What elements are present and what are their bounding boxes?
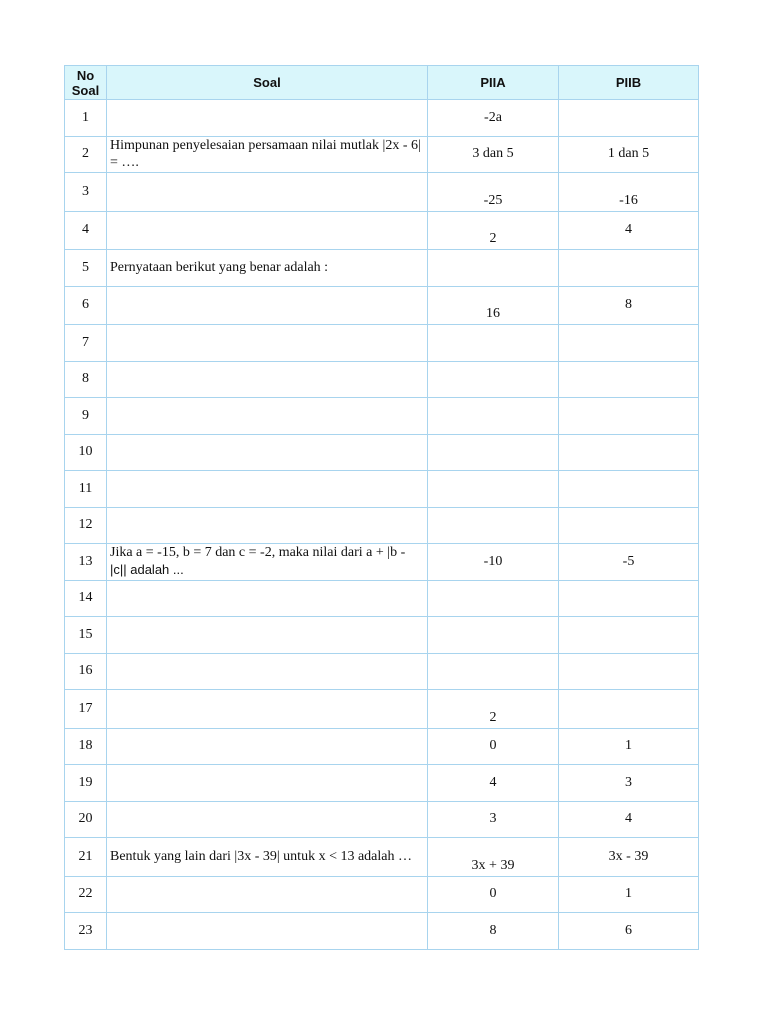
piia-answer: -2a <box>428 100 559 137</box>
row-number: 4 <box>65 211 107 250</box>
table-row <box>65 361 699 398</box>
row-number: 7 <box>65 325 107 362</box>
piib-answer <box>559 250 699 287</box>
table-row <box>65 471 699 508</box>
header-row <box>65 66 699 100</box>
piib-answer: 6 <box>559 913 699 950</box>
piib-answer: 1 dan 5 <box>559 136 699 173</box>
table-row <box>65 286 699 325</box>
piia-answer <box>428 617 559 654</box>
question-cell <box>107 100 428 137</box>
question-cell <box>107 211 428 250</box>
row-number: 1 <box>65 100 107 137</box>
piia-answer: 2 <box>428 211 559 250</box>
piia-answer: 0 <box>428 876 559 913</box>
header-piia: PIIA <box>428 66 559 100</box>
table-row <box>65 211 699 250</box>
row-number: 11 <box>65 471 107 508</box>
question-cell: Pernyataan berikut yang benar adalah : <box>107 250 428 287</box>
table-row <box>65 136 699 173</box>
piib-answer: 1 <box>559 728 699 765</box>
piib-answer <box>559 617 699 654</box>
question-text-sans: |c|| adalah ... <box>110 562 184 578</box>
row-number: 13 <box>65 544 107 581</box>
piia-answer: 2 <box>428 690 559 729</box>
row-number: 15 <box>65 617 107 654</box>
row-number: 3 <box>65 173 107 212</box>
piia-answer: -25 <box>428 173 559 212</box>
piia-answer <box>428 471 559 508</box>
piia-answer <box>428 434 559 471</box>
question-cell <box>107 580 428 617</box>
piib-answer <box>559 507 699 544</box>
piia-answer <box>428 398 559 435</box>
piib-answer <box>559 398 699 435</box>
piib-answer <box>559 690 699 729</box>
answer-table <box>64 65 699 950</box>
piia-answer: 8 <box>428 913 559 950</box>
table-row <box>65 507 699 544</box>
table-row <box>65 801 699 838</box>
table-row <box>65 913 699 950</box>
row-number: 23 <box>65 913 107 950</box>
question-cell <box>107 913 428 950</box>
piib-answer <box>559 100 699 137</box>
piib-answer: 4 <box>559 801 699 838</box>
piib-answer: 1 <box>559 876 699 913</box>
table-row <box>65 728 699 765</box>
piia-answer <box>428 250 559 287</box>
table-row <box>65 434 699 471</box>
row-number: 19 <box>65 765 107 802</box>
table-row <box>65 838 699 877</box>
question-cell <box>107 507 428 544</box>
piib-answer: 4 <box>559 211 699 250</box>
question-cell <box>107 471 428 508</box>
piib-answer <box>559 471 699 508</box>
table-row <box>65 690 699 729</box>
piib-answer: -16 <box>559 173 699 212</box>
header-soal: Soal <box>107 66 428 100</box>
question-cell <box>107 728 428 765</box>
piib-answer <box>559 325 699 362</box>
row-number: 20 <box>65 801 107 838</box>
piia-answer <box>428 580 559 617</box>
header-no: No Soal <box>65 66 107 100</box>
table-row <box>65 398 699 435</box>
row-number: 6 <box>65 286 107 325</box>
row-number: 21 <box>65 838 107 877</box>
question-cell <box>107 434 428 471</box>
piib-answer <box>559 361 699 398</box>
question-cell: Bentuk yang lain dari |3x - 39| untuk x < 13 adalah … <box>107 838 428 877</box>
row-number: 14 <box>65 580 107 617</box>
question-cell <box>107 325 428 362</box>
question-cell <box>107 765 428 802</box>
row-number: 17 <box>65 690 107 729</box>
table-row <box>65 653 699 690</box>
row-number: 5 <box>65 250 107 287</box>
piib-answer: 3 <box>559 765 699 802</box>
question-cell <box>107 690 428 729</box>
table-row <box>65 765 699 802</box>
row-number: 16 <box>65 653 107 690</box>
question-cell <box>107 398 428 435</box>
question-cell <box>107 617 428 654</box>
question-cell <box>107 876 428 913</box>
row-number: 8 <box>65 361 107 398</box>
question-cell <box>107 361 428 398</box>
table-row <box>65 544 699 581</box>
table-row <box>65 325 699 362</box>
table-row <box>65 100 699 137</box>
piia-answer: 0 <box>428 728 559 765</box>
row-number: 18 <box>65 728 107 765</box>
piib-answer: 3x - 39 <box>559 838 699 877</box>
table-row <box>65 173 699 212</box>
piia-answer: 3 dan 5 <box>428 136 559 173</box>
piia-answer: 3 <box>428 801 559 838</box>
piia-answer <box>428 325 559 362</box>
piia-answer <box>428 507 559 544</box>
question-cell <box>107 173 428 212</box>
row-number: 10 <box>65 434 107 471</box>
piib-answer: 8 <box>559 286 699 325</box>
piia-answer <box>428 361 559 398</box>
piia-answer: 16 <box>428 286 559 325</box>
question-cell <box>107 801 428 838</box>
question-cell <box>107 653 428 690</box>
question-text: Jika a = -15, b = 7 dan c = -2, maka nilai dari a + |b - <box>110 545 406 561</box>
question-cell: Himpunan penyelesaian persamaan nilai mutlak |2x - 6| = …. <box>107 136 428 173</box>
row-number: 9 <box>65 398 107 435</box>
piia-answer: 3x + 39 <box>428 838 559 877</box>
piib-answer <box>559 580 699 617</box>
header-piib: PIIB <box>559 66 699 100</box>
piib-answer <box>559 434 699 471</box>
row-number: 2 <box>65 136 107 173</box>
table-row <box>65 617 699 654</box>
table-row <box>65 250 699 287</box>
question-cell <box>107 544 428 581</box>
row-number: 22 <box>65 876 107 913</box>
piib-answer: -5 <box>559 544 699 581</box>
piia-answer: -10 <box>428 544 559 581</box>
row-number: 12 <box>65 507 107 544</box>
question-cell <box>107 286 428 325</box>
table-row <box>65 876 699 913</box>
piia-answer: 4 <box>428 765 559 802</box>
piib-answer <box>559 653 699 690</box>
table-row <box>65 580 699 617</box>
piia-answer <box>428 653 559 690</box>
